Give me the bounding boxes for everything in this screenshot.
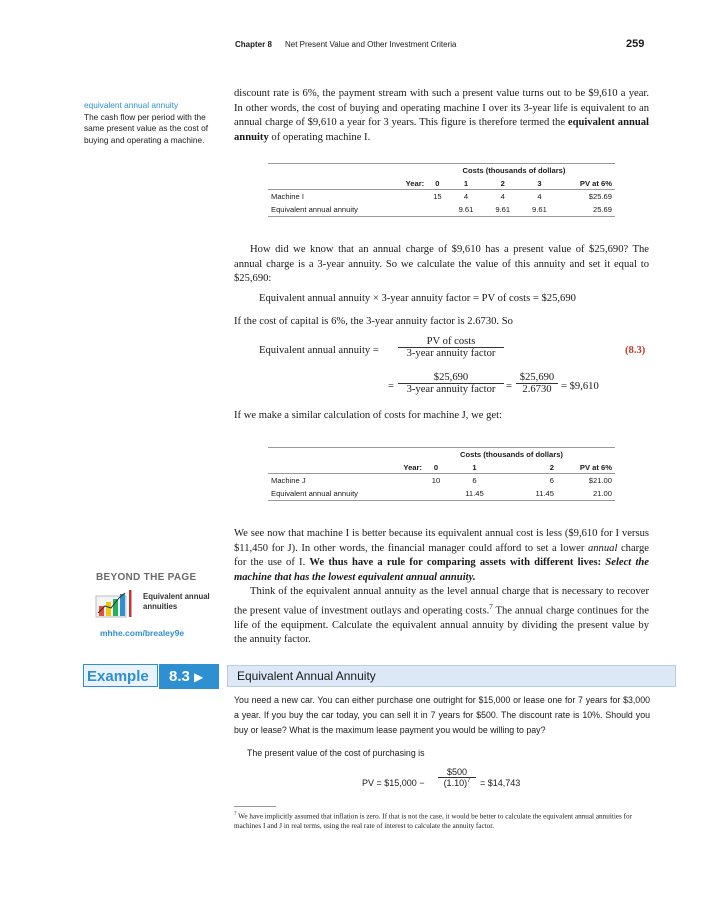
margin-definition: The cash flow per period with the same present value as the cost of buying and operating a machine. bbox=[84, 111, 209, 145]
table1-col-3: 3 bbox=[521, 177, 558, 190]
eq2-fraction bbox=[398, 336, 504, 359]
para5-rule: We thus have a rule for comparing assets with different lives: bbox=[309, 557, 606, 568]
row-label: Equivalent annual annuity bbox=[271, 205, 358, 214]
cell: 11.45 bbox=[465, 489, 484, 498]
pv-numerator: $500 bbox=[446, 767, 468, 777]
pv-denominator bbox=[438, 778, 476, 788]
para6-text-2: The annual charge continues for the life of the equipment. Calculate the equivalent annual annuity by dividing the present value by the annuity factor. bbox=[234, 605, 649, 646]
btp-line-1: Equivalent annual bbox=[143, 592, 210, 601]
cell: 4 bbox=[537, 192, 542, 202]
eq2-lhs: Equivalent annual annuity = bbox=[259, 345, 379, 356]
paragraph-5 bbox=[234, 527, 649, 648]
footnote-divider bbox=[234, 806, 276, 807]
cell: 11.45 bbox=[535, 489, 554, 498]
table1-year-label: Year: bbox=[268, 177, 427, 190]
eq2-denominator: 3-year annuity factor bbox=[406, 348, 496, 359]
para1-text-end: of operating machine I. bbox=[268, 131, 371, 143]
cell: 4 bbox=[500, 192, 505, 202]
table2-year-label: Year: bbox=[268, 461, 425, 474]
cell: 15 bbox=[433, 192, 442, 202]
para5-italic: annual bbox=[587, 542, 618, 554]
example-number-text: 8.3 bbox=[169, 668, 190, 685]
example-title: Equivalent Annual Annuity bbox=[227, 665, 676, 687]
margin-term: equivalent annual annuity bbox=[84, 100, 179, 110]
chapter-title: Net Present Value and Other Investment Criteria bbox=[285, 40, 457, 49]
para1-text: discount rate is 6%, the payment stream with such a present value turns out to be $9,610 a year. In other words, the cost of buying and operating machine I over its 3-year life is equivalent to an annual charge of $9,610 a year for 3 years. This figure is therefore termed the bbox=[234, 88, 649, 128]
footnote-ref[interactable]: 7 bbox=[489, 602, 493, 611]
cell: $21.00 bbox=[588, 476, 612, 486]
eq2-numerator: PV of costs bbox=[426, 336, 476, 347]
table1-col-2: 2 bbox=[484, 177, 521, 190]
table-row bbox=[268, 204, 615, 216]
table2-col-1: 1 bbox=[447, 461, 502, 474]
example-header bbox=[83, 664, 677, 689]
cell: 9.61 bbox=[532, 205, 547, 214]
eq2-fraction-2 bbox=[398, 372, 504, 395]
table2-col-0: 0 bbox=[425, 461, 447, 474]
cell: 4 bbox=[463, 192, 469, 202]
pv-fraction bbox=[438, 767, 476, 788]
paragraph-1 bbox=[234, 87, 649, 145]
table1-col-0: 0 bbox=[427, 177, 447, 190]
table-row bbox=[268, 190, 615, 204]
para1-term: equivalent annual annuity bbox=[234, 117, 650, 143]
cost-table-machine-j bbox=[268, 447, 615, 501]
eq2-numerator-2: $25,690 bbox=[433, 372, 469, 383]
eq2-fraction-3 bbox=[516, 372, 558, 395]
paragraph-2 bbox=[234, 243, 649, 287]
footnote-text: We have implicitly assumed that inflation is zero. If that is not the case, it would be better to calculate the equivalent annual annuities for machines I and J in real terms, using the real rate of interest to calculate the annuity factor. bbox=[234, 812, 632, 831]
cell: 6 bbox=[472, 476, 477, 486]
footnote-marker: 7 bbox=[234, 812, 237, 817]
cell: $25.69 bbox=[588, 192, 612, 202]
beyond-the-page-link[interactable] bbox=[143, 592, 210, 612]
example-number bbox=[159, 664, 219, 689]
eq2-denominator-3: 2.6730 bbox=[522, 384, 552, 395]
eq2-result: = $9,610 bbox=[561, 381, 599, 392]
para2-text: How did we know that an annual charge of $9,610 has a present value of $25,690? The annual charge is a 3-year annuity. So we calculate the value of this annuity and set it equal to $25,690: bbox=[234, 244, 649, 284]
example-body bbox=[234, 693, 650, 738]
cell bbox=[425, 488, 447, 500]
beyond-the-page-title: BEYOND THE PAGE bbox=[96, 572, 197, 583]
cell: 10 bbox=[431, 476, 441, 486]
table2-col-2: 2 bbox=[502, 461, 557, 474]
pv-den-base: (1.10) bbox=[443, 778, 468, 788]
para5-text: We see now that machine I is better because its equivalent annual cost is less ($9,610 for I versus $11,450 for J). In other words, the financial manager could afford to set a lower bbox=[234, 528, 649, 554]
btp-line-2: annuities bbox=[143, 602, 178, 611]
eq2-denominator-2: 3-year annuity factor bbox=[406, 384, 496, 395]
pv-lhs: PV = $15,000 − bbox=[362, 778, 425, 788]
eq2-numerator-3: $25,690 bbox=[519, 372, 555, 383]
footnote bbox=[234, 810, 652, 831]
table1-col-pv: PV at 6% bbox=[558, 177, 615, 190]
cell: 25.69 bbox=[592, 205, 612, 214]
page-number: 259 bbox=[626, 38, 645, 50]
example-line-2: The present value of the cost of purchasing is bbox=[247, 748, 425, 758]
para5-text-2: charge for the use of I. bbox=[234, 542, 649, 568]
paragraph-3: If the cost of capital is 6%, the 3-year annuity factor is 2.6730. So bbox=[234, 316, 513, 327]
chart-icon[interactable] bbox=[95, 588, 133, 618]
equation-1: Equivalent annual annuity × 3-year annuity factor = PV of costs = $25,690 bbox=[259, 293, 576, 304]
table-row bbox=[268, 488, 615, 500]
beyond-the-page-url[interactable]: mhhe.com/brealey9e bbox=[100, 628, 185, 638]
cell: 9.61 bbox=[458, 205, 474, 214]
example-label: Example bbox=[83, 664, 158, 687]
equation-label: (8.3) bbox=[625, 345, 646, 356]
cell: 6 bbox=[549, 476, 554, 486]
paragraph-4: If we make a similar calculation of costs for machine J, we get: bbox=[234, 410, 502, 421]
play-arrow-icon: ▶ bbox=[194, 670, 204, 684]
row-label: Equivalent annual annuity bbox=[271, 489, 358, 498]
cell: 9.61 bbox=[495, 205, 511, 214]
table1-caption: Costs (thousands of dollars) bbox=[462, 166, 566, 175]
chapter-label: Chapter 8 bbox=[235, 40, 272, 49]
eq2-equals-2: = bbox=[506, 381, 512, 392]
row-label: Machine J bbox=[271, 476, 306, 486]
row-label: Machine I bbox=[271, 192, 304, 202]
pv-result: = $14,743 bbox=[480, 778, 521, 788]
cost-table-machine-i bbox=[268, 163, 615, 217]
margin-note bbox=[84, 100, 214, 146]
table2-col-pv: PV at 6% bbox=[557, 461, 615, 474]
table-row bbox=[268, 474, 615, 488]
table2-caption: Costs (thousands of dollars) bbox=[460, 450, 563, 459]
para5-rule-emphasis: Select the machine that has the lowest equivalent annual annuity. bbox=[234, 557, 649, 583]
cell: 21.00 bbox=[592, 489, 612, 498]
cell bbox=[427, 204, 447, 216]
eq2-equals: = bbox=[388, 381, 394, 392]
pv-den-exponent: 7 bbox=[467, 778, 471, 784]
para6-text: Think of the equivalent annual annuity as the level annual charge that is necessary to recover the present value of investment outlays and operating costs. bbox=[234, 586, 649, 617]
example-body-text: You need a new car. You can either purchase one outright for $15,000 or lease one for 7 years for $3,000 a year. If you buy the car today, you can sell it in 7 years for $500. The discount rate is 10%. Should you buy or lease? What is the maximum lease payment you would be willing to pay? bbox=[234, 695, 650, 735]
table1-col-1: 1 bbox=[448, 177, 485, 190]
